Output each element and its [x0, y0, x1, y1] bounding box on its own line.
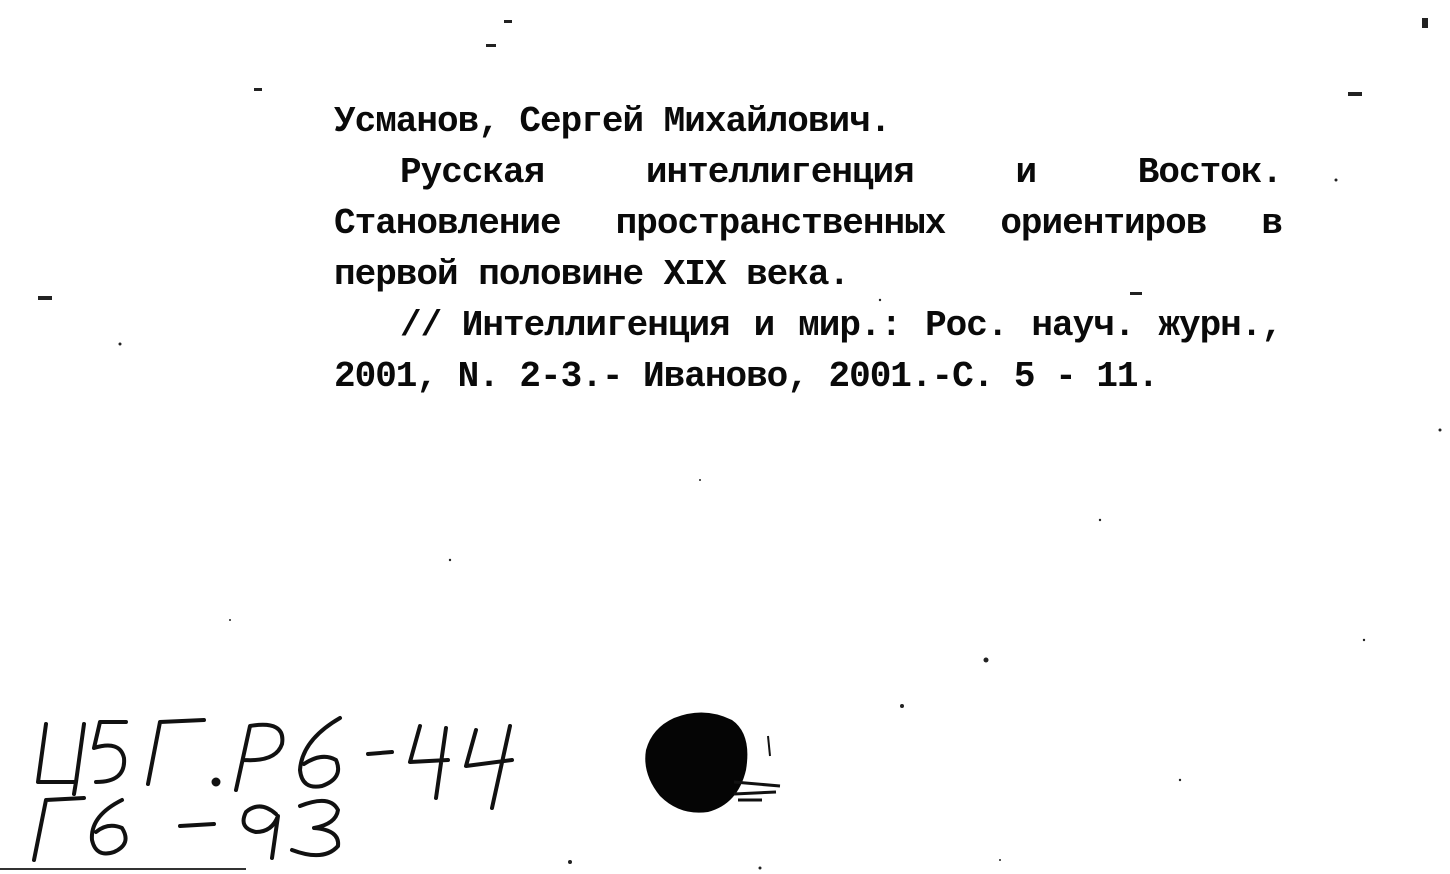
title-word: пространственных — [615, 203, 946, 244]
source-word: и — [753, 305, 775, 346]
title-word: и — [1015, 152, 1037, 193]
source-word: журн., — [1158, 305, 1282, 346]
source-word: науч. — [1031, 305, 1135, 346]
title-word: ориентиров — [1000, 203, 1207, 244]
title-word: Русская — [400, 152, 545, 193]
title-line-2 — [334, 198, 1282, 249]
source-word: // Интеллигенция — [400, 305, 730, 346]
source-line-1 — [334, 300, 1282, 351]
title-word: в — [1261, 203, 1282, 244]
source-word: Рос. — [925, 305, 1008, 346]
title-word: Становление — [334, 203, 561, 244]
title-word: Восток. — [1137, 152, 1282, 193]
source-word: мир.: — [798, 305, 902, 346]
author-line: Усманов, Сергей Михайлович. — [334, 101, 891, 142]
bibliographic-entry — [334, 96, 1282, 402]
title-line-3: первой половине XIX века. — [334, 254, 850, 295]
source-line-2: 2001, N. 2-3.- Иваново, 2001.-С. 5 - 11. — [334, 356, 1159, 397]
title-line-1 — [334, 147, 1282, 198]
title-word: интеллигенция — [645, 152, 914, 193]
ink-blot — [630, 700, 800, 830]
handwritten-shelfmark — [0, 690, 560, 874]
